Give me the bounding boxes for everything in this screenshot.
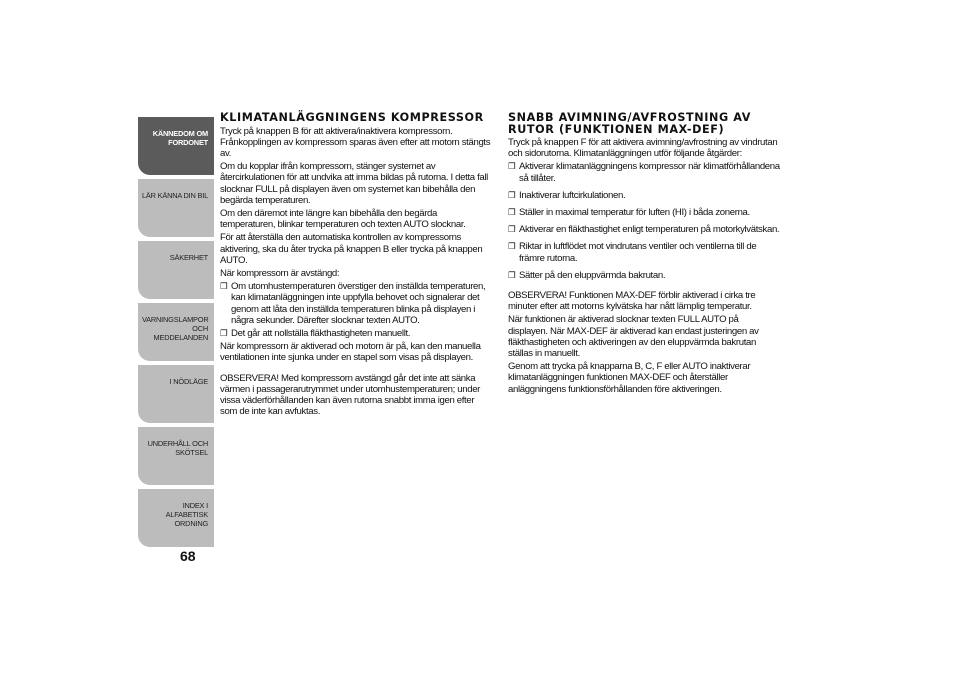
checkbox-icon: ❐ [508,224,516,235]
list-item [508,270,780,281]
paragraph: Tryck på knappen B för att aktivera/inaktivera kompressorn. Frånkopplingen av kompressorn sparas även efter att motorn stängts av. [220,125,491,159]
list-item-text: Det går att nollställa fläkthastigheten manuellt. [231,327,411,339]
tab-underhall-och-skotsel[interactable]: UNDERHÅLL OCH SKÖTSEL [138,427,214,485]
list-item [508,241,780,263]
list-item-text: Aktiverar klimatanläggningens kompressor när klimatförhållandena så tillåter. [519,161,780,184]
paragraph: När kompressorn är aktiverad och motorn är på, kan den manuella ventilationen inte sjunka under en stapel som visas på displayen. [220,341,481,364]
list-item [220,328,492,339]
list-item [220,281,492,326]
list-item-text: Ställer in maximal temperatur för luften (HI) i båda zonerna. [519,207,750,219]
paragraph: Tryck på knappen F för att aktivera avimning/avfrostning av vindrutan och sidorutorna. Klimatanläggningen utför följande åtgärder: [508,137,778,160]
list-item-text: Inaktiverar luftcirkulationen. [519,189,626,201]
list-item-text: Om utomhustemperaturen överstiger den inställda temperaturen, kan klimatanläggningen inte uppfylla behovet och signalerar det genom att låta den inställda temperaturen blinka på displayen i några sekunder. Därefter slocknar texten AUTO. [231,281,486,326]
chapter-sidebar [138,117,214,547]
paragraph: För att återställa den automatiska kontrollen av kompressorns aktivering, ska du åter trycka på knappen B eller trycka på knappen AUTO. [220,232,483,266]
checkbox-icon: ❐ [508,241,516,252]
tab-i-nodlage[interactable]: I NÖDLÄGE [138,365,214,423]
tab-varningslampor[interactable]: VARNINGSLAMPOR OCH MEDDELANDEN [138,303,214,361]
note-paragraph: OBSERVERA! Funktionen MAX-DEF förblir aktiverad i cirka tre minuter efter att motorns kylvätska har nått lämplig temperatur. [508,290,756,313]
tab-lar-kanna-din-bil[interactable]: LÄR KÄNNA DIN BIL [138,179,214,237]
paragraph: När kompressorn är avstängd: [220,267,340,279]
checkbox-icon: ❐ [220,281,228,292]
list-item-text: Riktar in luftflödet mot vindrutans ventiler och ventilerna till de främre rutorna. [519,241,757,264]
checkbox-icon: ❐ [508,161,516,172]
list-item [508,224,780,235]
left-column [220,112,492,419]
list-item-text: Sätter på den eluppvärmda bakrutan. [519,269,666,281]
tab-kannedom-om-fordonet[interactable]: KÄNNEDOM OM FORDONET [138,117,214,175]
paragraph: När funktionen är aktiverad slocknar texten FULL AUTO på displayen. När MAX-DEF är aktiverad kan endast justeringen av fläkthastigheten och aktiveringen av den eluppvärmda bakrutan ställas in manuellt. [508,314,759,360]
checkbox-icon: ❐ [508,189,516,200]
section-heading-kompressor: KLIMATANLÄGGNINGENS KOMPRESSOR [220,111,484,124]
list-item-text: Aktiverar en fläkthastighet enligt temperaturen på motorkylvätskan. [519,224,780,236]
paragraph: Om den däremot inte längre kan bibehålla den begärda temperaturen, blinkar temperaturen och texten AUTO slocknar. [220,207,466,231]
paragraph: Om du kopplar ifrån kompressorn, stänger systemet av återcirkulationen för att undvika att imma bildas på rutorna. I detta fall slocknar FULL på displayen även om systemet kan bibehålla den begärda temperaturen. [220,161,488,206]
list-item [508,161,780,183]
note-paragraph: OBSERVERA! Med kompressorn avstängd går det inte att sänka värmen i passagerarutrymmet under utomhustemperaturen; under vissa väderförhållanden kan även rutorna snabbt imma igen efter som de inte kan avfuktas. [220,372,481,418]
tab-index[interactable]: INDEX I ALFABETISK ORDNING [138,489,214,547]
paragraph: Genom att trycka på knapparna B, C, F eller AUTO inaktiverar klimatanläggningen funktionen MAX-DEF och återställer anläggningens funktionsförhållanden före aktiveringen. [508,361,751,395]
checkbox-icon: ❐ [508,207,516,218]
checkbox-icon: ❐ [220,327,228,338]
list-item [508,190,780,201]
list-item [508,207,780,218]
right-column [508,112,780,397]
tab-sakerhet[interactable]: SÄKERHET [138,241,214,299]
page-number: 68 [180,548,196,564]
section-heading-max-def: SNABB AVIMNING/AVFROSTNING AV RUTOR (FUNKTIONEN MAX-DEF) [508,111,751,136]
checkbox-icon: ❐ [508,269,516,280]
